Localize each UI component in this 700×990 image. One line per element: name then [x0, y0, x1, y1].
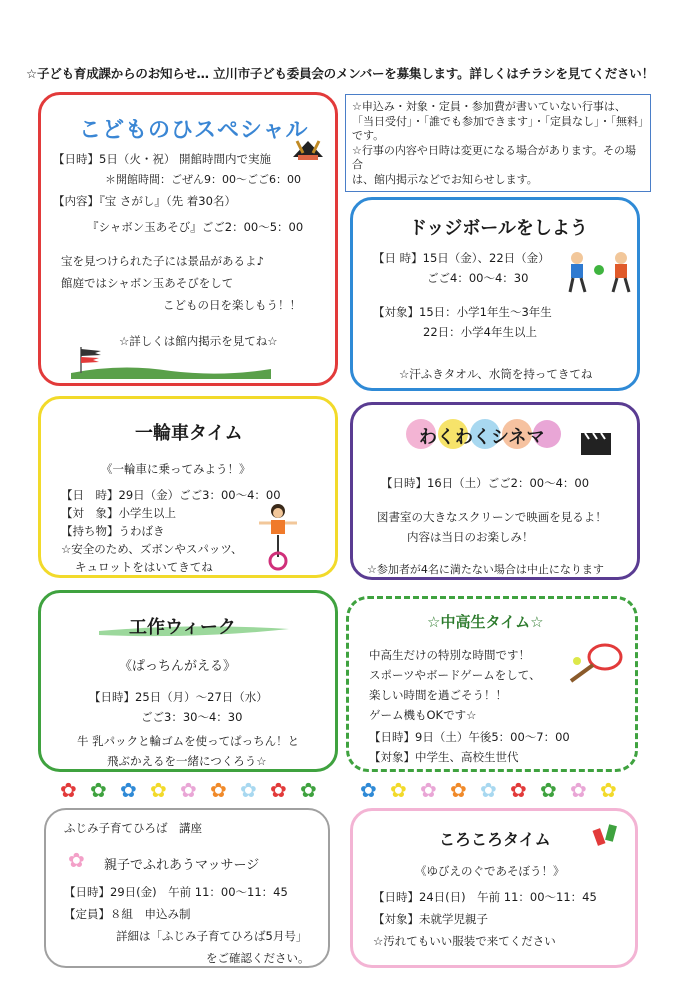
unicycle-line: 【対 象】小学生以上 — [61, 506, 176, 520]
flower-icon: ✿ — [480, 778, 497, 802]
unicycle-girl-icon — [255, 503, 301, 571]
kodomo-line: 館庭ではシャボン玉あそびをして — [61, 276, 234, 290]
flower-icon: ✿ — [570, 778, 587, 802]
cinema-line: 図書室の大きなスクリーンで映画を見るよ！ — [377, 510, 607, 524]
craft-line: ごご3：30～4：30 — [141, 710, 243, 724]
flower-icon: ✿ — [360, 778, 377, 802]
dodge-line: 22日：小学4年生以上 — [423, 325, 537, 339]
flower-icon: ✿ — [68, 848, 85, 872]
notice-line: ☆申込み・対象・定員・参加費が書いていない行事は、 — [352, 100, 626, 113]
unicycle-line: 《一輪車に乗ってみよう！》 — [101, 462, 251, 476]
fuji-title: 親子でふれあうマッサージ — [104, 858, 260, 873]
notice-line: です。 — [352, 129, 385, 142]
flower-icon: ✿ — [90, 778, 107, 802]
unicycle-title: 一輪車タイム — [135, 423, 243, 444]
flower-icon: ✿ — [510, 778, 527, 802]
kodomo-line: 【内容】『宝 さがし』（先 着30名） — [53, 194, 236, 208]
clapperboard-icon — [579, 429, 613, 457]
flower-icon: ✿ — [180, 778, 197, 802]
flower-icon: ✿ — [210, 778, 227, 802]
fuji-line: 【日時】29日(金) 午前 11：00～11：45 — [64, 885, 288, 899]
unicycle-line: 【持ち物】うわばき — [61, 524, 165, 538]
kodomo-line: ☆詳しくは館内掲示を見てね☆ — [119, 334, 278, 348]
notice-line: 「当日受付」・「誰でも参加できます」・「定員なし」・「無料」 — [352, 114, 649, 128]
korokoro-title: ころころタイム — [439, 830, 551, 849]
flower-icon: ✿ — [300, 778, 317, 802]
unicycle-box — [38, 396, 338, 578]
kabuto-icon — [289, 135, 327, 165]
teen-line: 【日時】9日（土）午後5：00～7：00 — [369, 730, 570, 744]
dodge-box — [350, 197, 640, 391]
dodge-line: 【対象】15日：小学1年生～3年生 — [373, 305, 552, 319]
korokoro-line: 【対象】未就学児親子 — [373, 912, 488, 926]
flower-icon: ✿ — [150, 778, 167, 802]
craft-line: 飛ぶかえるを一緒につくろう☆ — [107, 754, 267, 768]
dodge-line: ☆汗ふきタオル、水筒を持ってきてね — [399, 367, 593, 381]
header-announcement: ☆子ども育成課からのお知らせ… 立川市子ども委員会のメンバーを募集します。詳しくはチラシを見てください！ — [26, 66, 654, 81]
kodomo-box — [38, 92, 338, 386]
fuji-line: 詳細は「ふじみ子育てひろば5月号」 — [116, 929, 308, 943]
flower-icon: ✿ — [540, 778, 557, 802]
teen-line: スポーツやボードゲームをして、 — [369, 668, 541, 682]
teen-line: ゲーム機もOKです☆ — [369, 708, 477, 722]
unicycle-line: キュロットをはいてきてね — [75, 560, 213, 574]
kodomo-line: 【日時】5日（火・祝） 開館時間内で実施 — [53, 152, 271, 166]
notice-line: は、館内掲示などでお知らせします。 — [352, 172, 538, 186]
tennis-racket-icon — [565, 641, 625, 685]
cinema-title: わくわくシネマ — [419, 427, 545, 448]
fuji-heading: ふじみ子育てひろば 講座 — [64, 821, 202, 835]
dodge-title: ドッジボールをしよう — [409, 218, 588, 239]
korokoro-line: ☆汚れてもいい服装で来てください — [373, 934, 556, 948]
kodomo-line: 宝を見つけられた子には景品があるよ♪ — [61, 254, 264, 268]
cinema-line: 内容は当日のお楽しみ！ — [407, 530, 534, 544]
dodge-line: ごご4：00～4：30 — [427, 271, 529, 285]
kodomo-title: こどものひスペシャル — [79, 118, 309, 143]
kids-playing-icon — [565, 250, 635, 296]
fuji-line: 【定員】８組 申込み制 — [64, 907, 191, 921]
notice-box — [345, 94, 651, 192]
fuji-line: をご確認ください。 — [206, 951, 310, 965]
cinema-box — [350, 402, 640, 580]
teen-line: 楽しい時間を過ごそう！！ — [369, 688, 507, 702]
unicycle-line: 【日 時】29日（金）ごご3：00～4：00 — [61, 488, 281, 502]
paint-tube-icon — [591, 819, 621, 849]
craft-box — [38, 590, 338, 772]
fuji-box — [44, 808, 330, 968]
notice-line: ☆行事の内容や日時は変更になる場合があります。その場合 — [352, 143, 636, 171]
flower-icon: ✿ — [420, 778, 437, 802]
korokoro-line: 【日時】24日(日) 午前 11：00～11：45 — [373, 890, 597, 904]
unicycle-line: ☆安全のため、ズボンやスパッツ、 — [61, 542, 243, 556]
craft-line: 牛 乳パックと輪ゴムを使ってぱっちん！と — [77, 734, 300, 748]
cinema-line: ☆参加者が4名に満たない場合は中止になります — [367, 563, 604, 576]
teen-box — [346, 596, 638, 772]
craft-title: 工作ウィーク — [129, 617, 236, 638]
flower-icon: ✿ — [240, 778, 257, 802]
teen-line: 【対象】中学生、高校生世代 — [369, 750, 519, 764]
flower-icon: ✿ — [600, 778, 617, 802]
kodomo-line: 『シャボン玉あそび』ごご2：00～5：00 — [87, 220, 304, 234]
kodomo-line: ＊開館時間：ごぜん9：00～ごご6：00 — [105, 173, 301, 186]
teen-title: ☆中高生タイム☆ — [427, 613, 544, 631]
teen-line: 中高生だけの特別な時間です！ — [369, 648, 530, 662]
flower-icon: ✿ — [120, 778, 137, 802]
craft-line: 《ぱっちんがえる》 — [119, 659, 237, 674]
craft-line: 【日時】25日（月）～27日（水） — [89, 690, 268, 704]
koinobori-icon — [71, 343, 271, 379]
korokoro-line: 《ゆびえのぐであそぼう！》 — [415, 864, 565, 878]
cinema-line: 【日時】16日（土）ごご2：00～4：00 — [381, 476, 590, 490]
kodomo-line: こどもの日を楽しもう！！ — [163, 298, 301, 312]
flower-icon: ✿ — [60, 778, 77, 802]
dodge-line: 【日 時】15日（金）、22日（金） — [373, 251, 550, 265]
korokoro-box — [350, 808, 638, 968]
flower-icon: ✿ — [450, 778, 467, 802]
flower-icon: ✿ — [390, 778, 407, 802]
flower-icon: ✿ — [270, 778, 287, 802]
